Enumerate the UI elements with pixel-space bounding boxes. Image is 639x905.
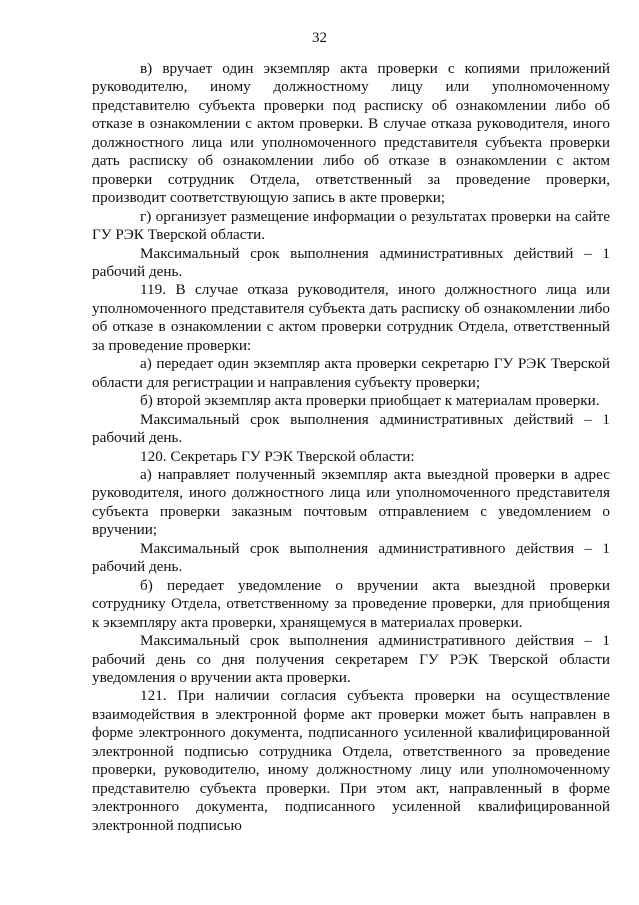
paragraph-item-a: а) направляет полученный экземпляр акта выездной проверки в адрес руководителя, иного должностного лица или уполномоченного представителя субъекта проверки заказным почтовым отправлением с уведомлением о вручении;	[92, 465, 610, 539]
paragraph-deadline: Максимальный срок выполнения административных действий – 1 рабочий день.	[92, 244, 610, 280]
paragraph-119: 119. В случае отказа руководителя, иного должностного лица или уполномоченного представителя субъекта дать расписку об ознакомлении либо об отказе в ознакомлении с актом проверки сотрудник Отдела, ответственный за проведение проверки:	[92, 281, 610, 354]
paragraph-deadline: Максимальный срок выполнения административного действия – 1 рабочий день.	[92, 539, 610, 576]
paragraph-item-b: б) передает уведомление о вручении акта выездной проверки сотруднику Отдела, ответственному за проведение проверки, для приобщения к экземпляру акта проверки, хранящемуся в материалах проверки.	[92, 576, 610, 631]
paragraph-deadline: Максимальный срок выполнения административного действия – 1 рабочий день со дня получения секретарем ГУ РЭК Тверской области уведомления о вручении акта проверки.	[92, 632, 610, 686]
paragraph-item-g: г) организует размещение информации о результатах проверки на сайте ГУ РЭК Тверской области.	[92, 207, 610, 244]
paragraph-121: 121. При наличии согласия субъекта проверки на осуществление взаимодействия в электронной форме акт проверки может быть направлен в форме электронного документа, подписанного усиленной квалифицированной электронной подписью сотрудника Отдела, ответственного за проведение проверки, руководителю, иному должностному лицу или уполномоченному представителю субъекта проверки. При этом акт, направленный в форме электронного документа, подписанного усиленной квалифицированной электронной подписью	[92, 687, 610, 834]
page-number: 32	[312, 30, 327, 46]
paragraph-deadline: Максимальный срок выполнения административных действий – 1 рабочий день.	[92, 410, 610, 447]
paragraph-item-v: в) вручает один экземпляр акта проверки с копиями приложений руководителю, иному должностному лицу или уполномоченному представителю субъекта проверки под расписку об ознакомлении либо об отказе в ознакомлении с актом проверки. В случае отказа руководителя, иного должностного лица или уполномоченного представителя субъекта проверки дать расписку об ознакомлении либо об отказе в ознакомлении с актом проверки сотрудник Отдела, ответственный за проведение проверки, производит соответствующую запись в акте проверки;	[92, 60, 610, 207]
paragraph-item-b: б) второй экземпляр акта проверки приобщает к материалам проверки.	[140, 392, 600, 410]
document-body	[92, 60, 610, 835]
paragraph-item-a: а) передает один экземпляр акта проверки секретарю ГУ РЭК Тверской области для регистрации и направления субъекту проверки;	[92, 355, 610, 391]
paragraph-120: 120. Секретарь ГУ РЭК Тверской области:	[140, 447, 415, 465]
